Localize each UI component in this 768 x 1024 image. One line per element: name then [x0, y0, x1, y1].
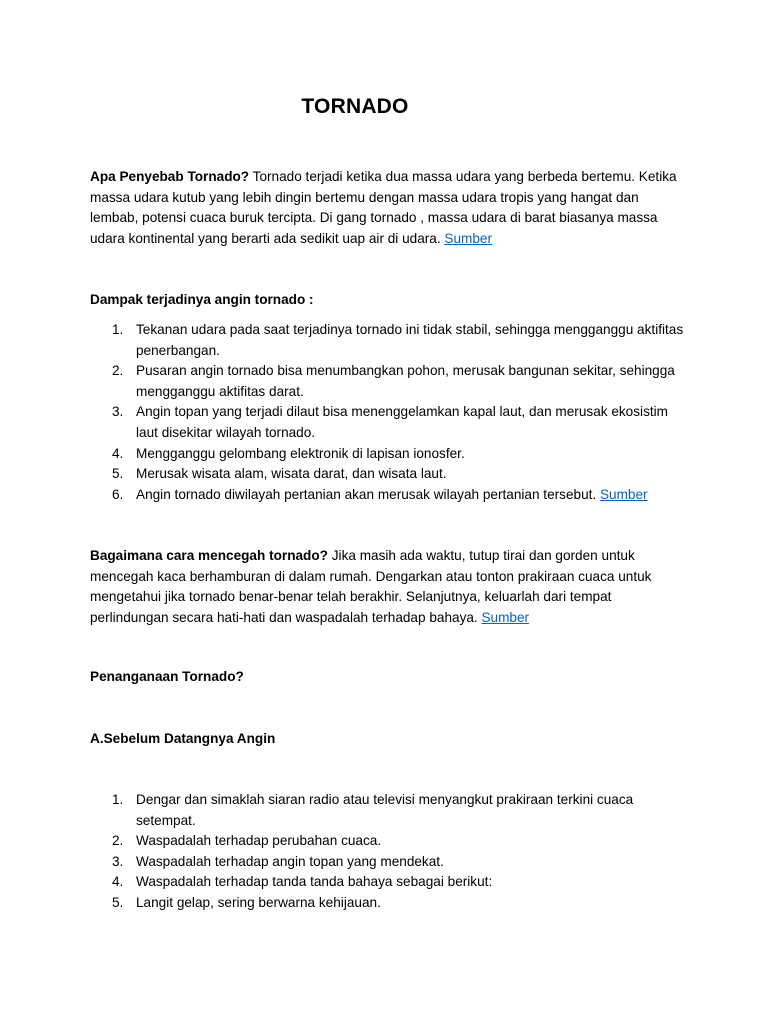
list-item-text: Angin topan yang terjadi dilaut bisa menenggelamkan kapal laut, dan merusak ekosistim laut disekitar wilayah tornado. — [136, 404, 668, 440]
list-item — [90, 402, 685, 443]
list-item — [90, 444, 685, 465]
list-item-number: 6. — [112, 486, 124, 502]
list-item-text: Mengganggu gelombang elektronik di lapisan ionosfer. — [136, 445, 465, 461]
list-item-number: 2. — [112, 363, 124, 379]
list-item — [90, 485, 685, 506]
list-item — [90, 852, 685, 873]
list-item-number: 3. — [112, 853, 124, 869]
list-item — [90, 872, 685, 893]
prevention-paragraph — [90, 546, 685, 628]
cause-source-link[interactable]: Sumber — [444, 230, 493, 246]
list-item-number: 2. — [112, 833, 124, 849]
list-item-text: Pusaran angin tornado bisa menumbangkan pohon, merusak bangunan sekitar, sehingga mengganggu aktifitas darat. — [136, 363, 675, 399]
list-item — [90, 790, 685, 831]
page-title: TORNADO — [301, 95, 409, 118]
list-item-text: Langit gelap, sering berwarna kehijauan. — [136, 894, 381, 910]
handling-heading: Penanganaan Tornado? — [90, 669, 244, 684]
impact-heading: Dampak terjadinya angin tornado : — [90, 292, 314, 307]
impact-list — [90, 320, 685, 505]
list-item-number: 4. — [112, 874, 124, 890]
list-item-number: 3. — [112, 404, 124, 420]
list-item — [90, 893, 685, 914]
list-item-text: Waspadalah terhadap angin topan yang mendekat. — [136, 853, 444, 869]
prevention-body: Jika masih ada waktu, tutup tirai dan gorden untuk mencegah kaca berhamburan di dalam rumah. Dengarkan atau tonton prakiraan cuaca untuk mengetahui jika tornado benar-benar telah berakhir. Selanjutnya, keluarlah dari tempat perlindungan secara hati-hati dan waspadalah terhadap bahaya. — [90, 548, 652, 625]
impact-source-link[interactable]: Sumber — [599, 486, 648, 502]
list-item-text: Dengar dan simaklah siaran radio atau televisi menyangkut prakiraan terkini cuaca setempat. — [136, 792, 634, 828]
list-item — [90, 464, 685, 485]
list-item-number: 5. — [112, 894, 124, 910]
list-item-number: 1. — [112, 792, 124, 807]
list-item-number: 5. — [112, 466, 124, 482]
list-item-text: Tekanan udara pada saat terjadinya tornado ini tidak stabil, sehingga mengganggu aktifitas penerbangan. — [136, 322, 684, 358]
before-wind-subheading: A.Sebelum Datangnya Angin — [90, 731, 276, 746]
list-item-text: Waspadalah terhadap tanda tanda bahaya sebagai berikut: — [136, 874, 493, 890]
list-item — [90, 361, 685, 402]
prevention-lead: Bagaimana cara mencegah tornado? — [90, 548, 328, 563]
prevention-source-link[interactable]: Sumber — [481, 609, 530, 625]
list-item — [90, 831, 685, 852]
list-item-number: 1. — [112, 322, 124, 337]
handling-list — [90, 790, 685, 914]
list-item — [90, 320, 685, 361]
cause-body: Tornado terjadi ketika dua massa udara yang berbeda bertemu. Ketika massa udara kutub yang lebih dingin bertemu dengan massa udara tropis yang hangat dan lembab, potensi cuaca buruk tercipta. Di gang tornado , massa udara di barat biasanya massa udara kontinental yang berarti ada sedikit uap air di udara. — [90, 169, 677, 246]
list-item-number: 4. — [112, 445, 124, 461]
cause-paragraph — [90, 167, 685, 249]
list-item-text: Angin tornado diwilayah pertanian akan merusak wilayah pertanian tersebut. — [136, 486, 600, 502]
cause-lead: Apa Penyebab Tornado? — [90, 169, 250, 184]
list-item-text: Waspadalah terhadap perubahan cuaca. — [136, 833, 382, 849]
list-item-text: Merusak wisata alam, wisata darat, dan wisata laut. — [136, 466, 447, 482]
